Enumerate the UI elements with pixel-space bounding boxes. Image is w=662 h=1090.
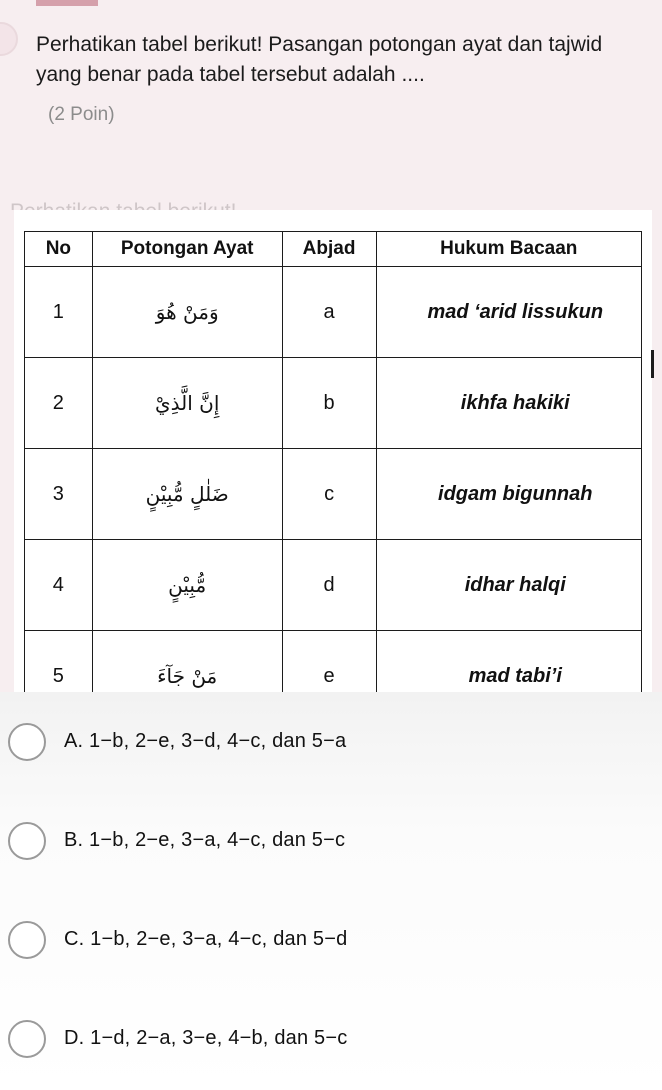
header-no: No — [25, 232, 93, 267]
image-right-margin — [652, 210, 662, 692]
option-c-label: C. 1−b, 2−e, 3−a, 4−c, dan 5−d — [64, 928, 348, 950]
radio-icon[interactable] — [8, 1020, 46, 1058]
decorative-circle-icon — [0, 22, 18, 56]
table-row — [25, 631, 642, 693]
cell-hukum: mad tabi’i — [376, 631, 642, 693]
option-b-label: B. 1−b, 2−e, 3−a, 4−c, dan 5−c — [64, 829, 346, 851]
header-abjad: Abjad — [282, 232, 376, 267]
table-row — [25, 358, 642, 449]
cell-abjad: a — [282, 267, 376, 358]
cell-no: 1 — [25, 267, 93, 358]
accent-bar — [36, 0, 98, 6]
cell-hukum: idhar halqi — [376, 540, 642, 631]
cell-abjad: d — [282, 540, 376, 631]
option-d[interactable] — [0, 989, 662, 1088]
option-a[interactable] — [0, 692, 662, 791]
cell-no: 3 — [25, 449, 93, 540]
option-b[interactable] — [0, 791, 662, 890]
question-block — [0, 0, 662, 218]
table-row — [25, 267, 642, 358]
answer-options — [0, 692, 662, 1090]
cell-ayat: مُّبِيْنٍ — [92, 540, 282, 631]
scroll-indicator — [651, 350, 654, 378]
cell-ayat: وَمَنْ هُوَ — [92, 267, 282, 358]
cell-abjad: b — [282, 358, 376, 449]
cell-no: 5 — [25, 631, 93, 693]
image-left-margin — [0, 210, 14, 692]
question-points: (2 Poin) — [48, 104, 115, 125]
tajwid-table — [24, 231, 642, 692]
question-image[interactable] — [0, 210, 662, 692]
cell-ayat: ضَلٰلٍ مُّبِيْنٍ — [92, 449, 282, 540]
table-row — [25, 540, 642, 631]
question-text: Perhatikan tabel berikut! Pasangan potongan ayat dan tajwid yang benar pada tabel tersebut adalah .... — [36, 33, 603, 86]
cell-ayat: مَنْ جَآءَ — [92, 631, 282, 693]
cell-abjad: c — [282, 449, 376, 540]
radio-icon[interactable] — [8, 723, 46, 761]
table-header-row — [25, 232, 642, 267]
header-potongan-ayat: Potongan Ayat — [92, 232, 282, 267]
radio-icon[interactable] — [8, 921, 46, 959]
option-a-label: A. 1−b, 2−e, 3−d, 4−c, dan 5−a — [64, 730, 347, 752]
cell-abjad: e — [282, 631, 376, 693]
cell-hukum: mad ‘arid lissukun — [376, 267, 642, 358]
cell-no: 4 — [25, 540, 93, 631]
option-c[interactable] — [0, 890, 662, 989]
cell-hukum: idgam bigunnah — [376, 449, 642, 540]
cell-hukum: ikhfa hakiki — [376, 358, 642, 449]
table-row — [25, 449, 642, 540]
cell-ayat: إِنَّ الَّذِيْ — [92, 358, 282, 449]
radio-icon[interactable] — [8, 822, 46, 860]
option-d-label: D. 1−d, 2−a, 3−e, 4−b, dan 5−c — [64, 1027, 348, 1049]
header-hukum-bacaan: Hukum Bacaan — [376, 232, 642, 267]
cell-no: 2 — [25, 358, 93, 449]
